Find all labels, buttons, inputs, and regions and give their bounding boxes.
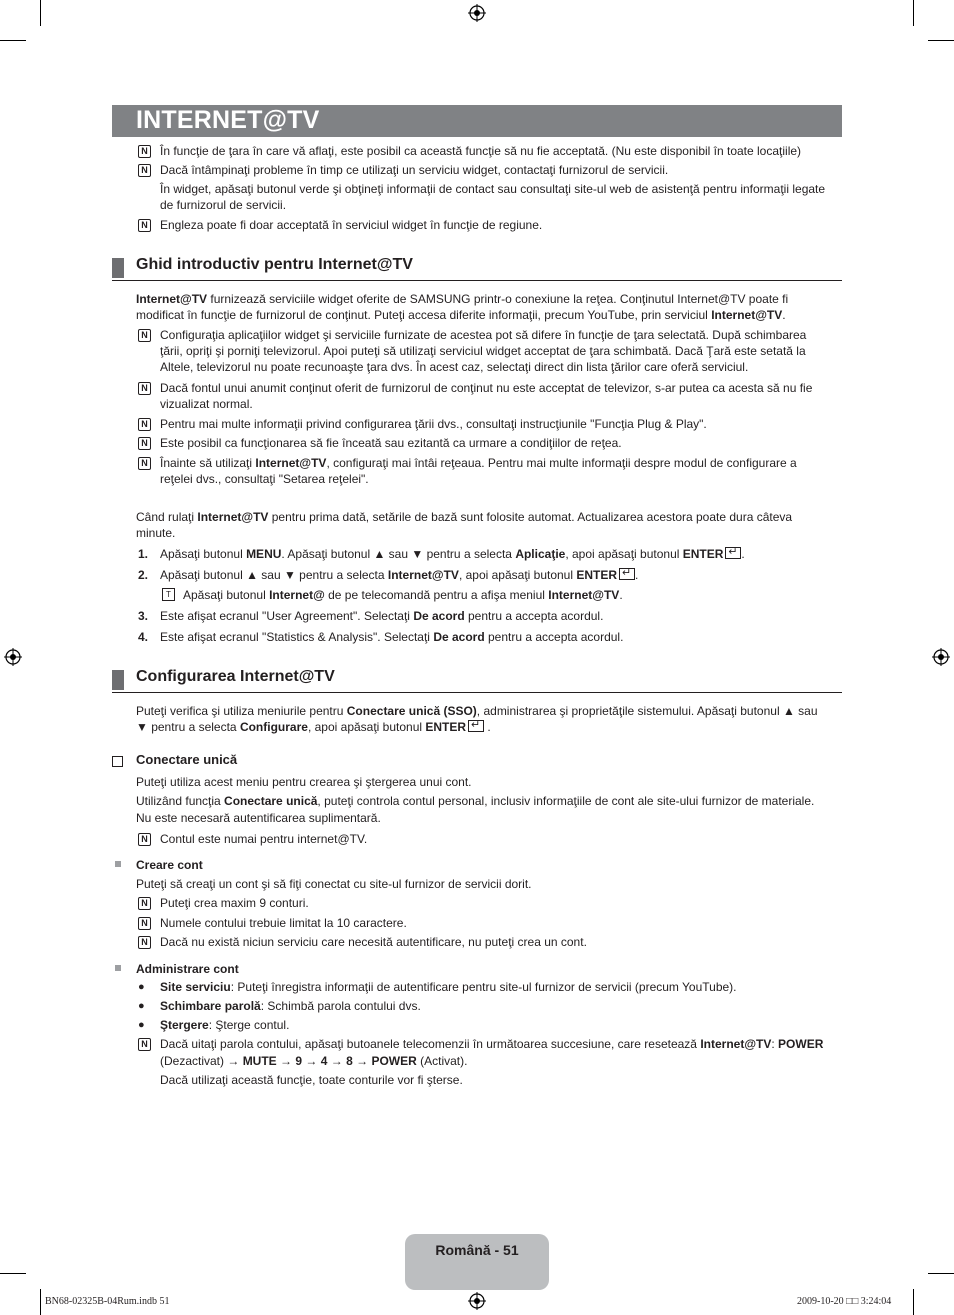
paragraph: minute.: [136, 526, 176, 540]
note-icon: N: [138, 329, 151, 342]
crop-mark: [40, 1289, 41, 1315]
bullet-text: Site serviciu: Puteţi înregistra informaţii de autentificare pentru site-ul furnizor de servicii (precum YouTube).: [160, 980, 737, 994]
page-number-tab: [405, 1234, 549, 1290]
note-text: Este posibil ca funcţionarea să fie înceată sau ezitantă ca urmare a condiţiilor de reţea.: [160, 436, 622, 450]
note-text: Pentru mai multe informaţii privind configurarea ţării dvs., consultaţi instrucţiunile "Funcţia Plug & Play".: [160, 417, 707, 431]
registration-mark-icon: [468, 4, 486, 22]
page-number: Română - 51: [435, 1242, 519, 1258]
subsection-checkbox-icon: [112, 756, 123, 767]
note-icon: N: [138, 917, 151, 930]
registration-mark-icon: [468, 1292, 486, 1310]
step-text: Este afişat ecranul "User Agreement". Selectaţi De acord pentru a accepta acordul.: [160, 609, 604, 623]
note-text: Dacă fontul unui anumit conţinut oferit de furnizorul de conţinut nu este acceptat de televizor, s-ar putea ca acesta să nu fie: [160, 381, 813, 395]
registration-mark-icon: [932, 648, 950, 666]
note-text: Numele contului trebuie limitat la 10 caractere.: [160, 916, 407, 930]
crop-mark: [40, 0, 41, 26]
paragraph: Puteţi verifica şi utiliza meniurile pentru Conectare unică (SSO), administrarea şi proprietăţile sistemului. Apăsaţi butonul ▲ sau: [136, 704, 818, 718]
section-marker: [112, 670, 124, 690]
bullet-text: Schimbare parolă: Schimbă parola contului dvs.: [160, 999, 421, 1013]
step-note: Apăsaţi butonul Internet@ de pe telecomandă pentru a afişa meniul Internet@TV.: [183, 588, 623, 602]
tools-icon: T: [162, 588, 175, 601]
bullet-icon: ●: [138, 1000, 145, 1012]
intro-note: Dacă întâmpinaţi probleme în timp ce utilizaţi un serviciu widget, contactaţi furnizorul de servicii.: [160, 163, 669, 177]
enter-icon: [468, 720, 484, 732]
note-text: vizualizat normal.: [160, 397, 253, 411]
paragraph: Când rulaţi Internet@TV pentru prima dată, setările de bază sunt folosite automat. Actualizarea acestora poate dura câteva: [136, 510, 793, 524]
section-heading: [112, 256, 842, 281]
crop-mark: [913, 1289, 914, 1315]
note-text: ţării, opriţi şi porniţi televizorul. Apoi puteţi să utilizaţi serviciul widget acceptat de ţara schimbată. Dacă Ţară este setată la: [160, 344, 806, 358]
note-text: reţelei dvs., consultaţi "Setarea reţelei".: [160, 472, 369, 486]
note-text: Puteţi crea maxim 9 conturi.: [160, 896, 309, 910]
note-icon: N: [138, 164, 151, 177]
section-title: Configurarea Internet@TV: [136, 668, 335, 685]
note-text: (Dezactivat) → MUTE → 9 → 4 → 8 → POWER (Activat).: [160, 1054, 468, 1068]
subsection-title: Conectare unică: [136, 752, 238, 767]
note-icon: N: [138, 382, 151, 395]
intro-note: de furnizorul de servicii.: [160, 198, 287, 212]
note-icon: N: [138, 897, 151, 910]
note-text: Configuraţia aplicaţiilor widget şi serviciile furnizate de acestea pot să difere în funcţie de ţara selectată. După schimbarea: [160, 328, 807, 342]
paragraph: Internet@TV furnizează serviciile widget oferite de SAMSUNG printr-o conexiune la reţea. Conţinutul Internet@TV poate fi: [136, 292, 789, 306]
bullet-icon: ●: [138, 981, 145, 993]
paragraph: Puteţi să creaţi un cont şi să fiţi conectat cu site-ul furnizor de servicii dorit.: [136, 877, 532, 891]
note-icon: N: [138, 145, 151, 158]
note-icon: N: [138, 1038, 151, 1051]
step-number: 4.: [138, 630, 149, 644]
paragraph: Nu este necesară autentificarea suplimentară.: [136, 811, 381, 825]
step-number: 1.: [138, 547, 149, 561]
note-text: Înainte să utilizaţi Internet@TV, configuraţi mai întâi reţeaua. Pentru mai multe informaţii despre modul de configurare a: [160, 456, 797, 470]
section-title: Ghid introductiv pentru Internet@TV: [136, 256, 413, 273]
paragraph: Utilizând funcţia Conectare unică, puteţi controla contul personal, inclusiv informaţiile de cont ale site-ului furnizor de materiale.: [136, 794, 815, 808]
note-icon: N: [138, 936, 151, 949]
footer-timestamp: 2009-10-20 □□ 3:24:04: [797, 1296, 892, 1307]
crop-mark: [928, 1273, 954, 1274]
note-text: Contul este numai pentru internet@TV.: [160, 832, 368, 846]
note-icon: N: [138, 437, 151, 450]
crop-mark: [913, 0, 914, 26]
step-number: 3.: [138, 609, 149, 623]
step-text: Apăsaţi butonul MENU. Apăsaţi butonul ▲ sau ▼ pentru a selecta Aplicaţie, apoi apăsaţi butonul ENTER↵ .: [160, 546, 745, 562]
paragraph: ▼ pentru a selecta Configurare, apoi apăsaţi butonul ENTER↵ .: [136, 719, 491, 735]
crop-mark: [928, 40, 954, 41]
page-title-bar: [112, 105, 842, 137]
intro-note: În funcţie de ţara în care vă aflaţi, este posibil ca această funcţie să nu fie acceptată. (Nu este disponibil în toate locaţiile): [160, 144, 802, 158]
step-number: 2.: [138, 568, 149, 582]
note-text: Dacă nu există niciun serviciu care necesită autentificare, nu puteţi crea un cont.: [160, 935, 587, 949]
note-icon: N: [138, 833, 151, 846]
bullet-icon: ●: [138, 1019, 145, 1031]
crop-mark: [0, 40, 26, 41]
intro-note: În widget, apăsaţi butonul verde şi obţineţi informaţii de contact sau consultaţi site-ul web de asistenţă pentru informaţii legate: [160, 182, 826, 196]
intro-note: Engleza poate fi doar acceptată în serviciul widget în funcţie de regiune.: [160, 218, 543, 232]
page-title: INTERNET@TV: [136, 106, 320, 134]
square-bullet-icon: [115, 861, 121, 867]
enter-icon: [619, 568, 635, 580]
bullet-text: Ştergere: Şterge contul.: [160, 1018, 290, 1032]
subheading: Administrare cont: [136, 962, 239, 976]
subheading: Creare cont: [136, 858, 203, 872]
note-text: Dacă uitaţi parola contului, apăsaţi butoanele telecomenzii în următoarea succesiune, care resetează Internet@TV: POWER: [160, 1037, 824, 1051]
enter-icon: [725, 547, 741, 559]
note-text: Altele, televizorul nu poate recunoaşte ţara dvs. În acest caz, selectaţi direct din lista ţărilor care oferă serviciul.: [160, 360, 749, 374]
step-text: Este afişat ecranul "Statistics & Analysis". Selectaţi De acord pentru a accepta acordul.: [160, 630, 624, 644]
section-heading: [112, 668, 842, 693]
paragraph: modificat în funcţie de furnizorul de conţinut. Puteţi accesa diferite informaţii, precum YouTube, prin serviciul Internet@TV.: [136, 308, 786, 322]
crop-mark: [0, 1273, 26, 1274]
note-icon: N: [138, 418, 151, 431]
note-text: Dacă utilizaţi această funcţie, toate conturile vor fi şterse.: [160, 1073, 463, 1087]
footer-file-info: BN68-02325B-04Rum.indb 51: [45, 1296, 170, 1307]
section-marker: [112, 258, 124, 278]
square-bullet-icon: [115, 965, 121, 971]
registration-mark-icon: [4, 648, 22, 666]
paragraph: Puteţi utiliza acest meniu pentru crearea şi ştergerea unui cont.: [136, 775, 472, 789]
step-text: Apăsaţi butonul ▲ sau ▼ pentru a selecta Internet@TV, apoi apăsaţi butonul ENTER↵ .: [160, 567, 638, 583]
note-icon: N: [138, 219, 151, 232]
note-icon: N: [138, 457, 151, 470]
